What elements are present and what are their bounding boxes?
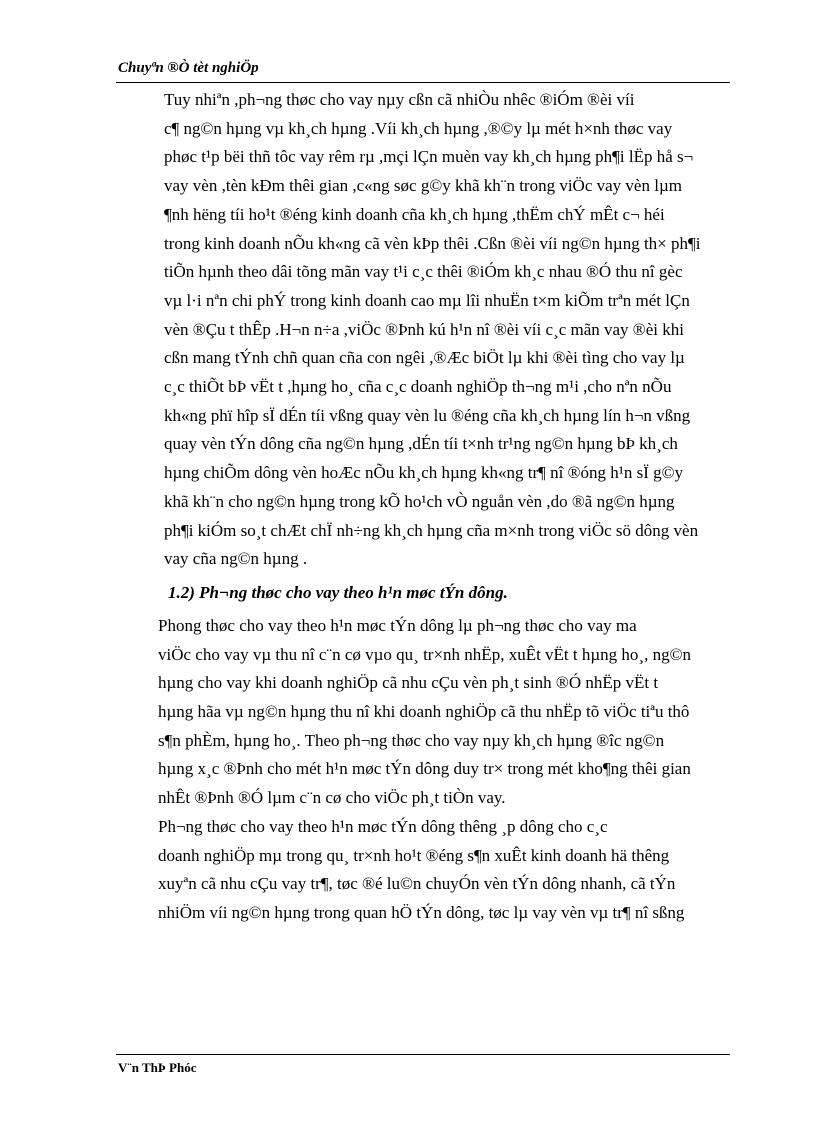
footer-author: V¨n ThÞ Phóc: [118, 1060, 197, 1075]
text-line: doanh nghiÖp mµ trong qu¸ tr×nh ho¹t ®éng s¶n xuÊt kinh doanh hä thêng: [158, 845, 670, 865]
text-line: Phong thøc cho vay theo h¹n møc tÝn dông lµ ph¬ng thøc cho vay ma: [158, 615, 637, 635]
text-line: hµng hãa vµ ng©n hµng thu nî khi doanh nghiÖp cã thu nhËp tõ viÖc tiªu thô: [158, 702, 690, 722]
text-line: Ph¬ng thøc cho vay theo h¹n møc tÝn dông thêng ¸p dông cho c¸c: [158, 816, 608, 836]
section-heading: 1.2) Ph¬ng thøc cho vay theo h¹n møc tÝn dông.: [168, 582, 508, 602]
text-line: kh«ng phï hîp sÏ dÉn tíi vßng quay vèn lu ®éng cña kh¸ch hµng lín h¬n vßng: [164, 405, 691, 425]
text-line: s¶n phÈm, hµng ho¸. Theo ph¬ng thøc cho vay nµy kh¸ch hµng ®îc ng©n: [158, 730, 665, 750]
text-line: nhiÖm víi ng©n hµng trong quan hÖ tÝn dông, tøc lµ vay vèn vµ tr¶ nî sßng: [158, 902, 685, 922]
paragraph-3: [118, 813, 728, 928]
text-line: cßn mang tÝnh chñ quan cña con ngêi ,®Æc biÖt lµ khi ®èi tìng cho vay lµ: [164, 348, 685, 368]
page-header-title: Chuyªn ®Ò tèt nghiÖp: [118, 60, 259, 76]
text-line: phøc t¹p bëi thñ tôc vay rêm rµ ,mçi lÇn muèn vay kh¸ch hµng ph¶i lËp hå s¬: [164, 147, 694, 167]
text-line: ¶nh hëng tíi ho¹t ®éng kinh doanh cña kh¸ch hµng ,thËm chÝ mÊt c¬ héi: [164, 204, 665, 224]
paragraph-1: [118, 86, 728, 574]
text-line: hµng x¸c ®Þnh cho mét h¹n møc tÝn dông duy tr× trong mét kho¶ng thêi gian: [158, 759, 691, 779]
text-line: viÖc cho vay vµ thu nî c¨n cø vµo qu¸ tr×nh nhËp, xuÊt vËt t hµng ho¸, ng©n: [158, 644, 692, 664]
text-line: hµng cho vay khi doanh nghiÖp cã nhu cÇu vèn ph¸t sinh ®Ó nhËp vËt t: [158, 673, 659, 693]
text-line: Tuy nhiªn ,ph¬ng thøc cho vay nµy cßn cã nhiÒu nhêc ®iÓm ®èi víi: [164, 90, 635, 109]
text-line: ph¶i kiÓm so¸t chÆt chÏ nh÷ng kh¸ch hµng cña m×nh trong viÖc sö dông vèn: [164, 520, 699, 540]
text-line: hµng chiÕm dông vèn hoÆc nÕu kh¸ch hµng kh«ng tr¶ nî ®óng h¹n sÏ g©y: [164, 463, 684, 483]
text-line: khã kh¨n cho ng©n hµng trong kÕ ho¹ch vÒ nguån vèn ,do ®ã ng©n hµng: [164, 491, 675, 511]
text-line: vay vèn ,tèn kÐm thêi gian ,c«ng søc g©y khã kh¨n trong viÖc vay vèn lµm: [164, 176, 682, 196]
text-line: vèn ®Çu t thÊp .H¬n n÷a ,viÖc ®Þnh kú h¹n nî ®èi víi c¸c mãn vay ®èi khi: [164, 319, 684, 339]
text-line: vµ l·i nªn chi phÝ trong kinh doanh cao mµ lîi nhuËn t×m kiÕm trªn mét lÇn: [164, 290, 690, 310]
header-divider: [116, 82, 730, 83]
text-line: c¸c thiÕt bÞ vËt t ,hµng ho¸ cña c¸c doanh nghiÖp th¬ng m¹i ,cho nªn nÕu: [164, 377, 672, 397]
text-line: tiÕn hµnh theo dâi tõng mãn vay t¹i c¸c thêi ®iÓm kh¸c nhau ®Ó thu nî gèc: [164, 262, 683, 282]
paragraph-2: [118, 612, 728, 813]
footer-divider: [116, 1054, 730, 1055]
text-line: c¶ ng©n hµng vµ kh¸ch hµng .Víi kh¸ch hµng ,®©y lµ mét h×nh thøc vay: [164, 118, 673, 138]
text-line: quay vèn tÝn dông cña ng©n hµng ,dÉn tíi t×nh tr¹ng ng©n hµng bÞ kh¸ch: [164, 434, 678, 454]
text-line: trong kinh doanh nÕu kh«ng cã vèn kÞp thêi .Cßn ®èi víi ng©n hµng th× ph¶i: [164, 233, 701, 253]
text-line: xuyªn cã nhu cÇu vay tr¶, tøc ®é lu©n chuyÓn vèn tÝn dông nhanh, cã tÝn: [158, 874, 676, 894]
text-line: vay cña ng©n hµng .: [164, 549, 308, 569]
document-body: [118, 86, 728, 928]
text-line: nhÊt ®Þnh ®Ó lµm c¨n cø cho viÖc ph¸t tiÒn vay.: [158, 788, 506, 808]
